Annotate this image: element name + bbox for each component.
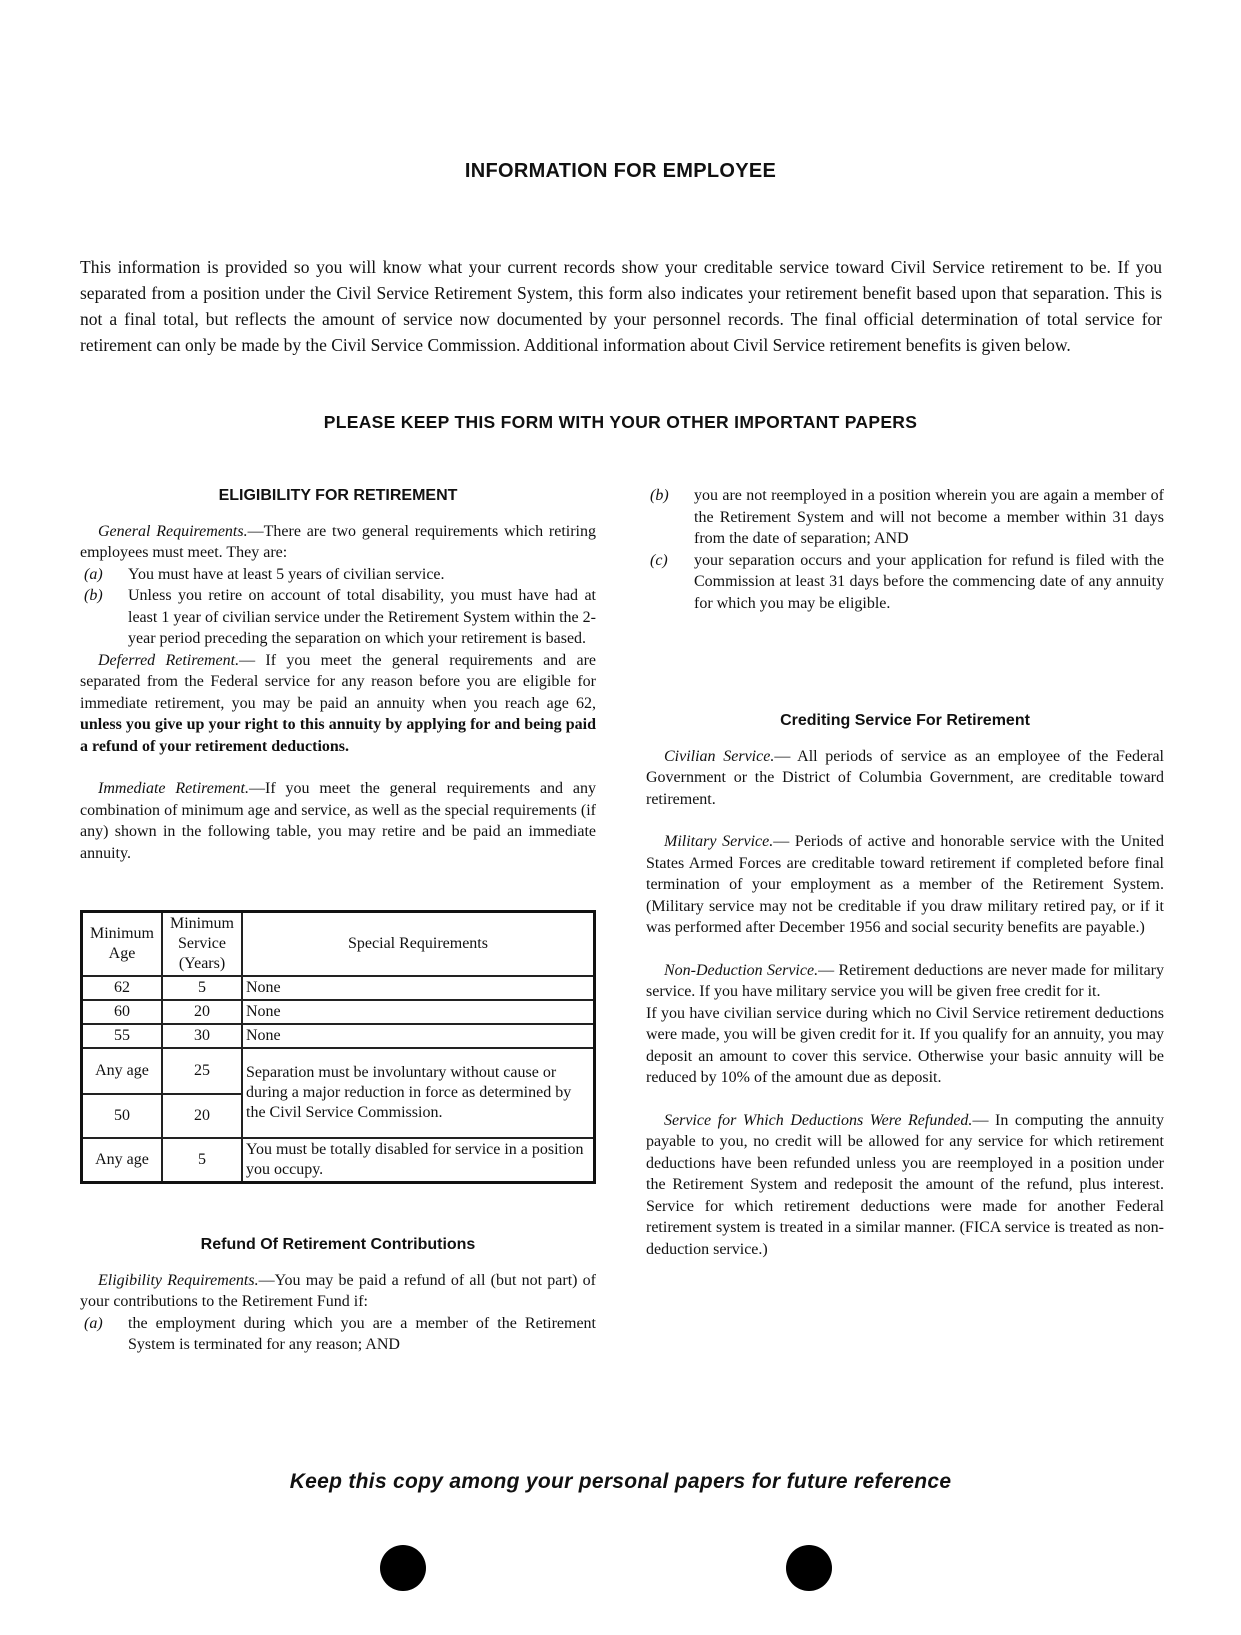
immediate-retirement-title: Immediate Retirement.	[98, 780, 249, 797]
refund-eligibility-text: —You may be paid a refund of all (but not part) of your contributions to the Retirement Fund if:	[80, 1271, 597, 1310]
refunded-service	[646, 1110, 1164, 1261]
header-special-requirements: Special Requirements	[242, 912, 595, 977]
list-item	[646, 485, 1164, 550]
cell-special: None	[242, 1024, 595, 1048]
page-title: INFORMATION FOR EMPLOYEE	[464, 160, 777, 182]
table-row	[82, 1048, 595, 1094]
intro-paragraph: This information is provided so you will know what your current records show your creditable service toward Civil Service retirement to be. If you separated from a position under the Civil Service Retirement System, this form also indicates your retirement benefit based upon that separation. This is not a final total, but reflects the amount of service now documented by your personnel records. The final official determination of total service for retirement can only be made by the Civil Service Commission. Additional information about Civil Service retirement benefits is given below.	[80, 257, 1162, 355]
military-service-title: Military Service.	[664, 833, 774, 850]
deferred-retirement-title: Deferred Retirement.	[98, 651, 240, 669]
list-label: (c)	[650, 551, 668, 569]
refunded-service-title: Service for Which Deductions Were Refunded.	[664, 1111, 973, 1129]
list-label: (b)	[650, 487, 669, 504]
general-requirements-text: —There are two general requirements which retiring employees must meet. They are:	[80, 522, 596, 561]
eligibility-heading: ELIGIBILITY FOR RETIREMENT	[218, 487, 458, 504]
left-column	[80, 485, 596, 1356]
cell-special-involuntary: Separation must be involuntary without cause or during a major reduction in force as determined by the Civil Service Commission.	[242, 1048, 595, 1138]
list-text: Unless you retire on account of total disability, you must have had at least 1 year of civilian service under the Retirement System within the 2-year period preceding the separation on which your retirement is based.	[128, 587, 596, 647]
cell-service: 5	[162, 1138, 242, 1183]
refunded-service-text: — In computing the annuity payable to you, no credit will be allowed for any service for which retirement deductions have been refunded unless you are reemployed in a position under the Retirement System and redeposit the amount of the refund, plus interest. Service for which retirement deductions were made for another Federal retirement system is treated in a similar manner. (FICA service is treated as non-deduction service.)	[646, 1111, 1164, 1258]
cell-special: None	[242, 976, 595, 1000]
general-requirements	[80, 521, 596, 564]
cell-age: 62	[82, 976, 163, 1000]
punch-hole-right	[786, 1545, 832, 1591]
refund-eligibility-title: Eligibility Requirements.	[98, 1271, 259, 1289]
refund-heading: Refund Of Retirement Contributions	[200, 1236, 476, 1253]
general-requirements-list	[80, 564, 596, 650]
military-service	[646, 831, 1164, 939]
table-row	[82, 976, 595, 1000]
non-deduction-service	[646, 960, 1164, 1003]
keep-notice: PLEASE KEEP THIS FORM WITH YOUR OTHER IMPORTANT PAPERS	[323, 412, 918, 432]
cell-service: 30	[162, 1024, 242, 1048]
right-column	[646, 485, 1164, 1260]
list-text: the employment during which you are a member of the Retirement System is terminated for any reason; AND	[128, 1314, 596, 1353]
civilian-service-title: Civilian Service.	[664, 747, 775, 765]
general-requirements-title: General Requirements.	[98, 522, 248, 540]
header-minimum-age: Minimum Age	[82, 912, 163, 977]
cell-special: You must be totally disabled for service in a position you occupy.	[242, 1138, 595, 1183]
non-deduction-service-text-2: If you have civilian service during which no Civil Service retirement deductions were made, you will be given credit for it. If you qualify for an annuity, you may deposit an amount to cover this service. Otherwise your basic annuity will be reduced by 10% of the amount due as deposit.	[646, 1004, 1164, 1086]
table-row	[82, 1000, 595, 1024]
cell-service: 20	[162, 1000, 242, 1024]
civilian-service	[646, 746, 1164, 811]
refund-list-left	[80, 1313, 596, 1356]
list-item	[80, 1313, 596, 1356]
list-label: (a)	[84, 565, 103, 583]
immediate-retirement-text: —If you meet the general requirements and any combination of minimum age and service, as well as the special requirements (if any) shown in the following table, you may retire and be paid an immediate annuity.	[80, 780, 596, 862]
table-row	[82, 1024, 595, 1048]
cell-service: 5	[162, 976, 242, 1000]
cell-age: 50	[82, 1094, 163, 1138]
cell-age: Any age	[82, 1048, 163, 1094]
cell-age: 60	[82, 1000, 163, 1024]
requirements-table	[80, 910, 596, 1184]
list-label: (b)	[84, 587, 103, 604]
non-deduction-service-text: — Retirement deductions are never made for military service. If you have military service you will be given free credit for it.	[646, 961, 1164, 1000]
list-item	[646, 550, 1164, 615]
footer-note: Keep this copy among your personal papers for future reference	[289, 1470, 952, 1493]
list-text: You must have at least 5 years of civilian service.	[128, 565, 445, 583]
civilian-service-text: — All periods of service as an employee of the Federal Government or the District of Columbia Government, are creditable toward retirement.	[646, 747, 1164, 808]
deferred-retirement	[80, 650, 596, 758]
table-row	[82, 1138, 595, 1183]
crediting-heading: Crediting Service For Retirement	[780, 712, 1030, 729]
list-item	[80, 585, 596, 650]
cell-special: None	[242, 1000, 595, 1024]
non-deduction-service-title: Non-Deduction Service.	[664, 961, 819, 979]
table-header-row	[82, 912, 595, 977]
cell-service: 25	[162, 1048, 242, 1094]
cell-age: Any age	[82, 1138, 163, 1183]
military-service-text: — Periods of active and honorable service with the United States Armed Forces are creditable toward retirement if completed before final termination of your employment as a member of the Retirement System. (Military service may not be creditable if you draw military retired pay, or if it was performed after December 1956 and social security benefits are payable.)	[646, 833, 1164, 936]
cell-service: 20	[162, 1094, 242, 1138]
deferred-retirement-text: — If you meet the general requirements and are separated from the Federal service for any reason before you are eligible for immediate retirement, you may be paid an annuity when you reach age 62,	[80, 651, 597, 712]
list-item	[80, 564, 596, 586]
refund-eligibility	[80, 1270, 596, 1313]
list-text: your separation occurs and your application for refund is filed with the Commission at least 31 days before the commencing date of any annuity for which you may be eligible.	[694, 551, 1164, 612]
refund-list-right	[646, 485, 1164, 614]
list-text: you are not reemployed in a position wherein you are again a member of the Retirement System and will not become a member within 31 days from the date of separation; AND	[694, 487, 1164, 547]
immediate-retirement	[80, 778, 596, 864]
list-label: (a)	[84, 1314, 103, 1332]
header-minimum-service: Minimum Service (Years)	[162, 912, 242, 977]
cell-age: 55	[82, 1024, 163, 1048]
punch-hole-left	[380, 1545, 426, 1591]
deferred-retirement-bold: unless you give up your right to this annuity by applying for and being paid a refund of your retirement deductions.	[80, 716, 596, 755]
